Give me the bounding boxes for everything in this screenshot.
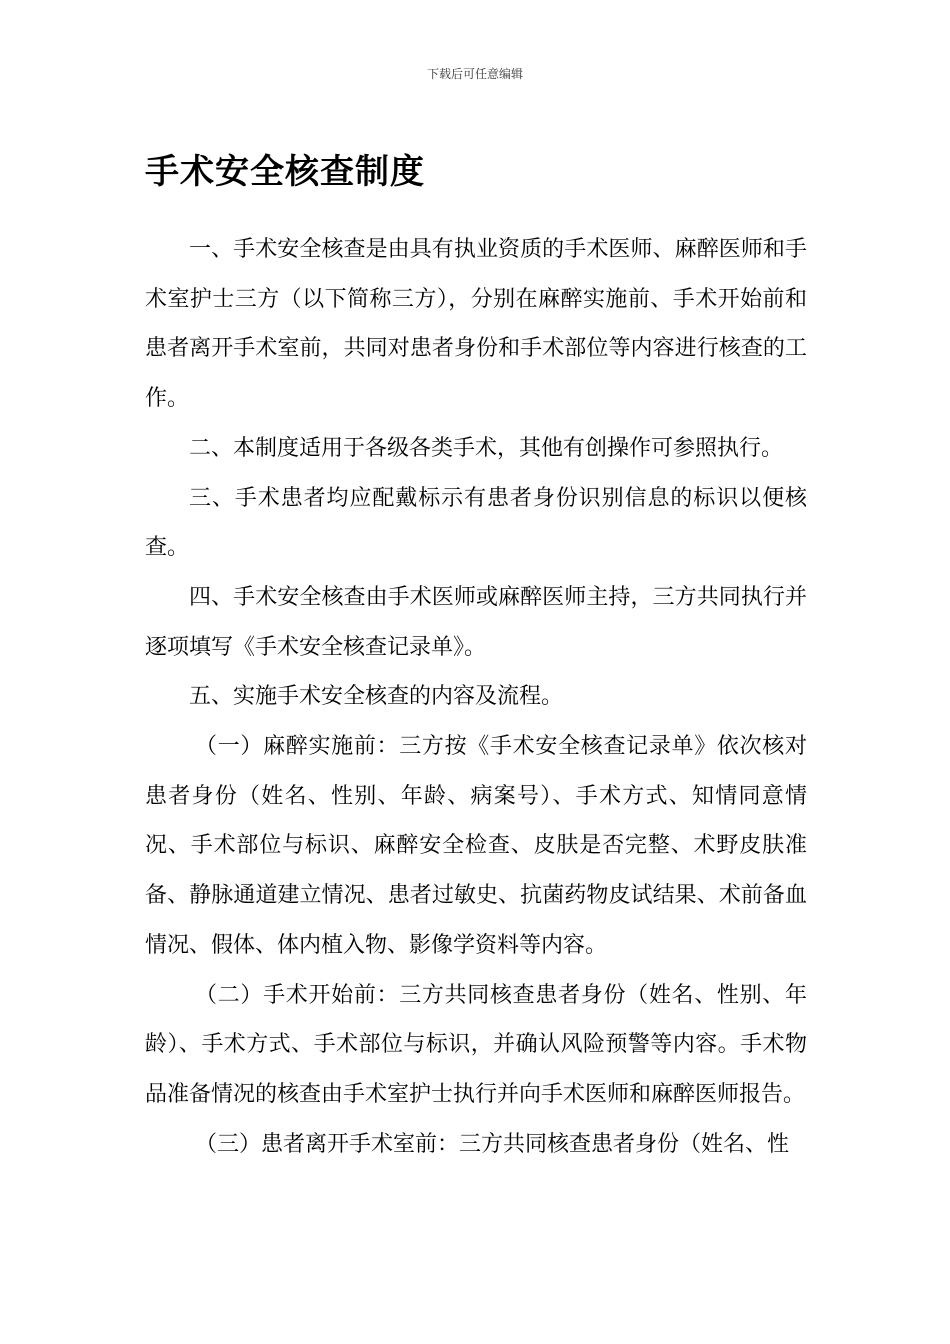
page-header-note: 下载后可任意编辑: [426, 67, 523, 81]
document-body: [145, 225, 807, 1169]
document-title: 手术安全核查制度: [145, 152, 425, 192]
paragraph-4: 四、手术安全核查由手术医师或麻醉医师主持，三方共同执行并逐项填写《手术安全核查记录单》。: [145, 584, 807, 660]
paragraph-6: （一）麻醉实施前：三方按《手术安全核查记录单》依次核对患者身份（姓名、性别、年龄、病案号）、手术方式、知情同意情况、手术部位与标识、麻醉安全检查、皮肤是否完整、术野皮肤准备、静脉通道建立情况、患者过敏史、抗菌药物皮试结果、术前备血情况、假体、体内植入物、影像学资料等内容。: [145, 734, 807, 958]
paragraph-7: （二）手术开始前：三方共同核查患者身份（姓名、性别、年龄）、手术方式、手术部位与标识，并确认风险预警等内容。手术物品准备情况的核查由手术室护士执行并向手术医师和麻醉医师报告。: [145, 982, 807, 1107]
paragraph-8: （三）患者离开手术室前：三方共同核查患者身份（姓名、性: [195, 1131, 790, 1157]
paragraph-2: 二、本制度适用于各级各类手术，其他有创操作可参照执行。: [189, 435, 784, 461]
paragraph-1: 一、手术安全核查是由具有执业资质的手术医师、麻醉医师和手术室护士三方（以下简称三方），分别在麻醉实施前、手术开始前和患者离开手术室前，共同对患者身份和手术部位等内容进行核查的工作。: [145, 237, 807, 412]
paragraph-5: 五、实施手术安全核查的内容及流程。: [189, 684, 564, 710]
paragraph-3: 三、手术患者均应配戴标示有患者身份识别信息的标识以便核查。: [145, 485, 807, 561]
